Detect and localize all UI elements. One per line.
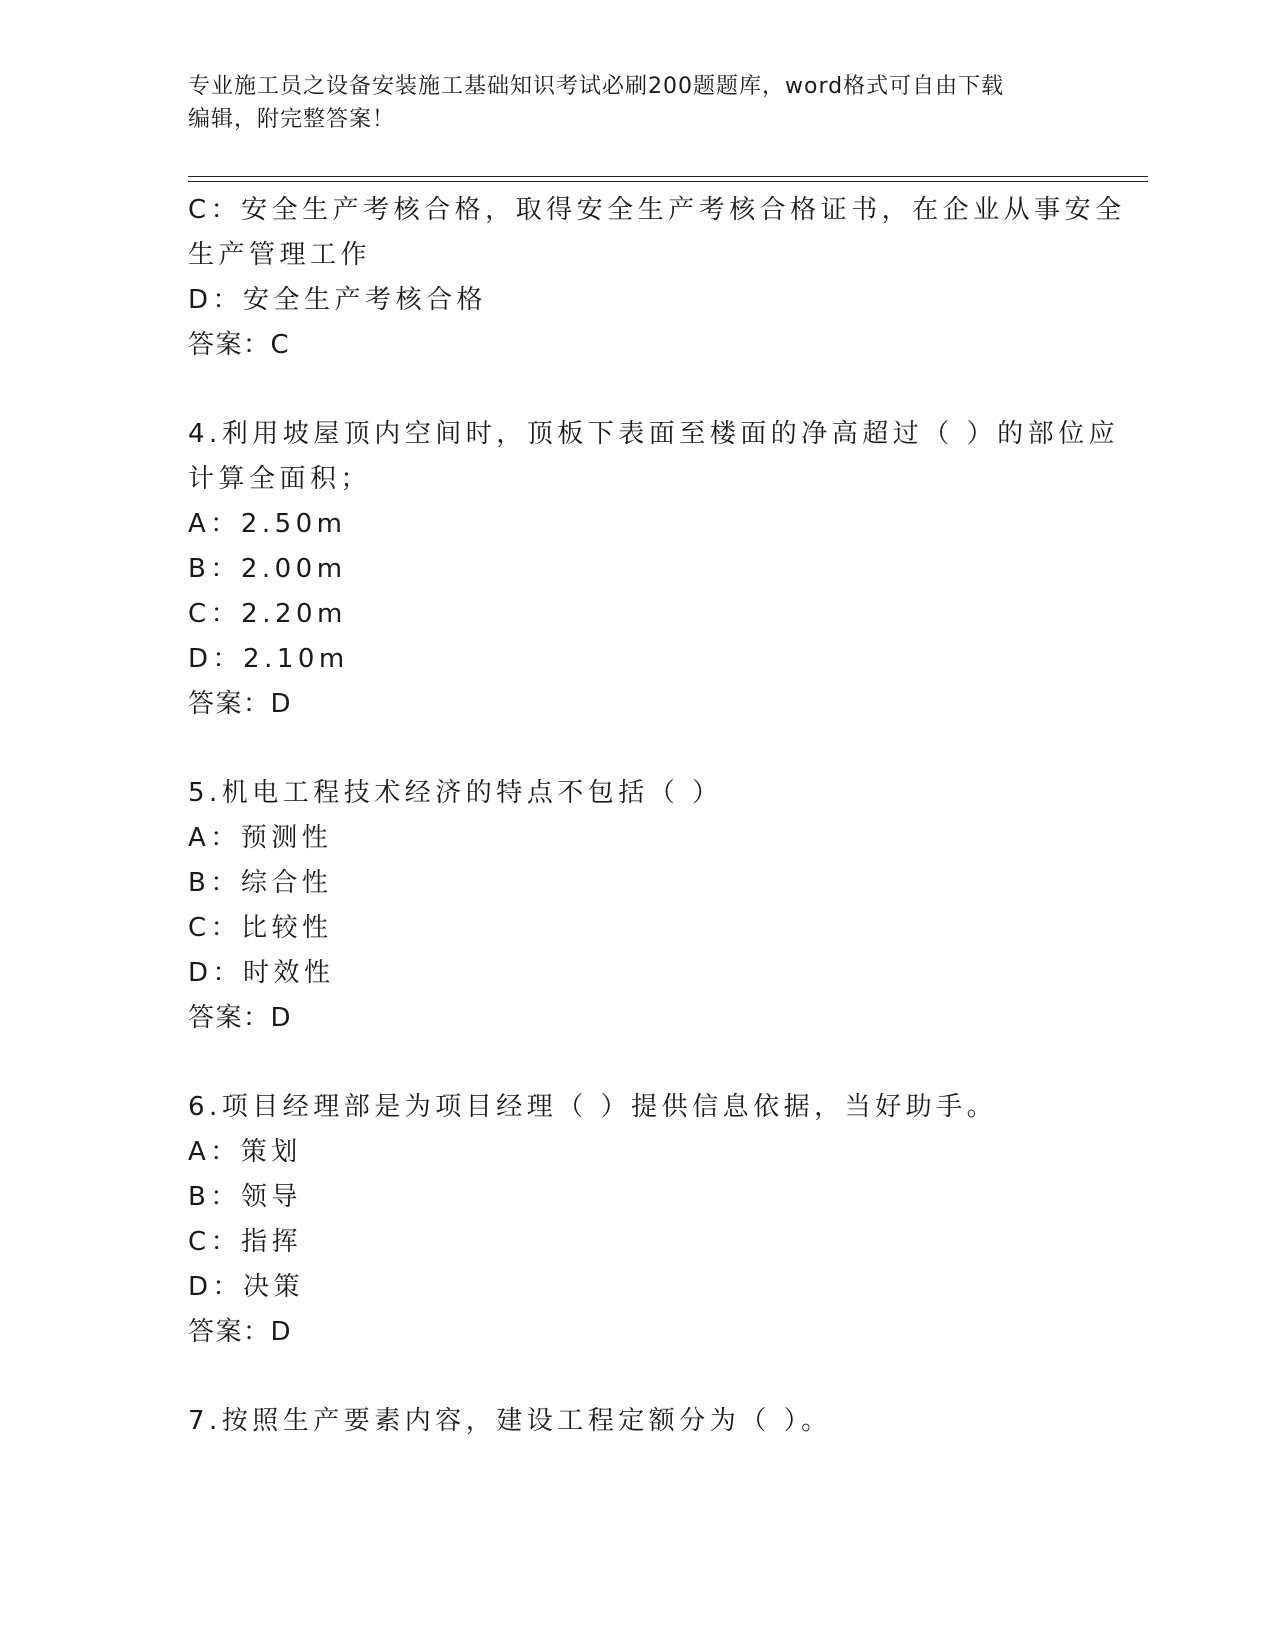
answer: 答案：C [188,330,291,360]
option-d: D：安全生产考核合格 [188,285,488,315]
option-c-continued: 生产管理工作 [188,240,372,270]
question-3-tail [188,188,1126,368]
question-5 [188,771,1088,1041]
question-stem: 7.按照生产要素内容，建设工程定额分为（ ）。 [188,1406,832,1436]
option-d: D：2.10m [188,644,349,674]
header-divider-bottom [188,181,1148,182]
question-stem-continued: 计算全面积； [188,464,372,494]
option-b: B：综合性 [188,868,333,898]
option-c: C：2.20m [188,599,347,629]
option-a: A：预测性 [188,823,333,853]
question-stem: 4.利用坡屋顶内空间时，顶板下表面至楼面的净高超过（ ）的部位应 [188,419,1120,449]
header-title-line-2: 编辑，附完整答案！ [188,107,396,132]
option-a: A：策划 [188,1137,302,1167]
question-list [188,188,1126,1444]
question-6 [188,1085,1088,1355]
answer: 答案：D [188,1003,293,1033]
header-title-line-1: 专业施工员之设备安装施工基础知识考试必刷200题题库，word格式可自由下载 [188,74,1005,99]
answer: 答案：D [188,1317,293,1347]
option-a: A：2.50m [188,509,347,539]
option-d: D：决策 [188,1272,305,1302]
option-c: C：比较性 [188,913,333,943]
option-c: C：指挥 [188,1227,303,1257]
answer: 答案：D [188,689,293,719]
question-4 [188,412,1120,727]
document-header [188,70,1088,136]
question-stem: 5.机电工程技术经济的特点不包括（ ） [188,778,723,808]
question-stem: 6.项目经理部是为项目经理（ ）提供信息依据，当好助手。 [188,1092,998,1122]
header-divider-top [188,176,1148,177]
option-b: B：领导 [188,1182,302,1212]
option-b: B：2.00m [188,554,347,584]
option-d: D：时效性 [188,958,335,988]
option-c: C：安全生产考核合格，取得安全生产考核合格证书，在企业从事安全 [188,195,1126,225]
question-7 [188,1399,1088,1444]
